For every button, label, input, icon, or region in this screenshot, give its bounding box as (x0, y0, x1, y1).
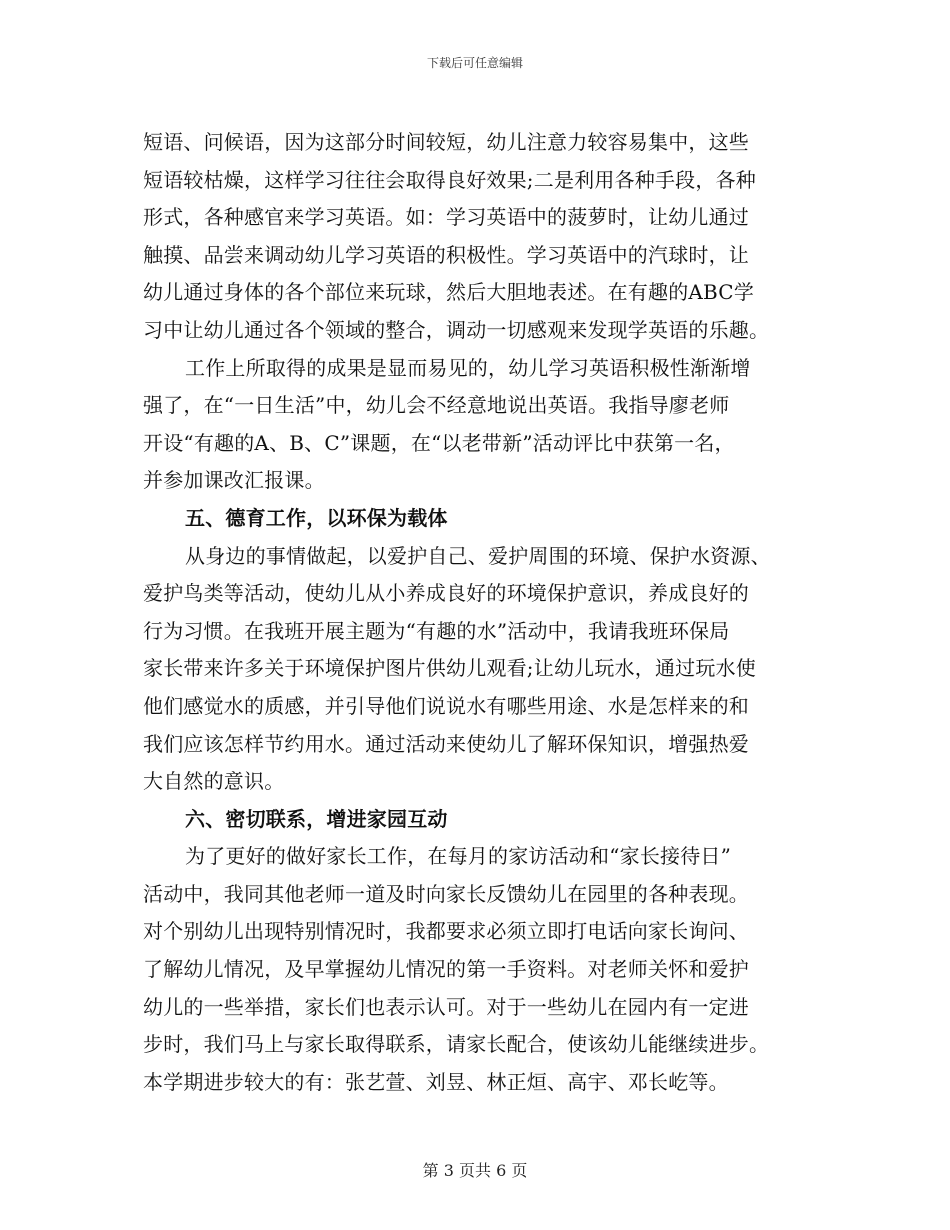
text-line: 本学期进步较大的有：张艺萱、刘昱、林正烜、高宇、邓长屹等。 (143, 1069, 729, 1094)
text-line: 我们应该怎样节约用水。通过活动来使幼儿了解环保知识，增强热爱 (143, 731, 749, 756)
text-line: 开设“有趣的A、B、C”课题，在“以老带新”活动评比中获第一名， (143, 430, 735, 455)
text-line: 并参加课改汇报课。 (143, 468, 325, 493)
paragraph-first-line: 从身边的事情做起，以爱护自己、爱护周围的环境、保护水资源、 (185, 543, 771, 568)
text-line: 爱护鸟类等活动，使幼儿从小养成良好的环境保护意识，养成良好的 (143, 581, 749, 606)
section-heading-moral-education: 五、德育工作，以环保为载体 (185, 505, 448, 530)
text-line: 大自然的意识。 (143, 769, 285, 794)
text-line: 步时，我们马上与家长取得联系，请家长配合，使该幼儿能继续进步。 (143, 1032, 770, 1057)
paragraph-first-line: 工作上所取得的成果是显而易见的，幼儿学习英语积极性渐渐增 (185, 355, 751, 380)
text-line: 短语、问候语，因为这部分时间较短，幼儿注意力较容易集中，这些 (143, 130, 749, 154)
text-line: 对个别幼儿出现特别情况时，我都要求必须立即打电话向家长询问、 (143, 919, 749, 944)
text-line: 行为习惯。在我班开展主题为“有趣的水”活动中，我请我班环保局 (143, 618, 730, 643)
page-header-note: 下载后可任意编辑 (426, 56, 523, 70)
text-line: 习中让幼儿通过各个领域的整合，调动一切感观来发现学英语的乐趣。 (143, 317, 770, 342)
text-line: 强了，在“一日生活”中，幼儿会不经意地说出英语。我指导廖老师 (143, 393, 730, 418)
text-line: 幼儿的一些举措，家长们也表示认可。对于一些幼儿在园内有一定进 (143, 994, 749, 1019)
paragraph-first-line: 为了更好的做好家长工作，在每月的家访活动和“家长接待日” (185, 844, 732, 869)
text-line: 幼儿通过身体的各个部位来玩球，然后大胆地表述。在有趣的ABC学 (143, 280, 755, 305)
text-line: 了解幼儿情况，及早掌握幼儿情况的第一手资料。对老师关怀和爱护 (143, 957, 749, 982)
text-line: 短语较枯燥，这样学习往往会取得良好效果;二是利用各种手段，各种 (143, 167, 756, 192)
page-number: 第 3 页共 6 页 (422, 1161, 528, 1180)
document-body (143, 124, 813, 1101)
section-heading-home-school: 六、密切联系，增进家园互动 (185, 806, 448, 831)
text-line: 触摸、品尝来调动幼儿学习英语的积极性。学习英语中的汽球时，让 (143, 242, 749, 267)
text-line: 形式，各种感官来学习英语。如：学习英语中的菠萝时，让幼儿通过 (143, 205, 749, 230)
text-line: 他们感觉水的质感，并引导他们说说水有哪些用途、水是怎样来的和 (143, 693, 749, 718)
text-line: 活动中，我同其他老师一道及时向家长反馈幼儿在园里的各种表现。 (143, 881, 749, 906)
text-line: 家长带来许多关于环境保护图片供幼儿观看;让幼儿玩水，通过玩水使 (143, 656, 756, 681)
